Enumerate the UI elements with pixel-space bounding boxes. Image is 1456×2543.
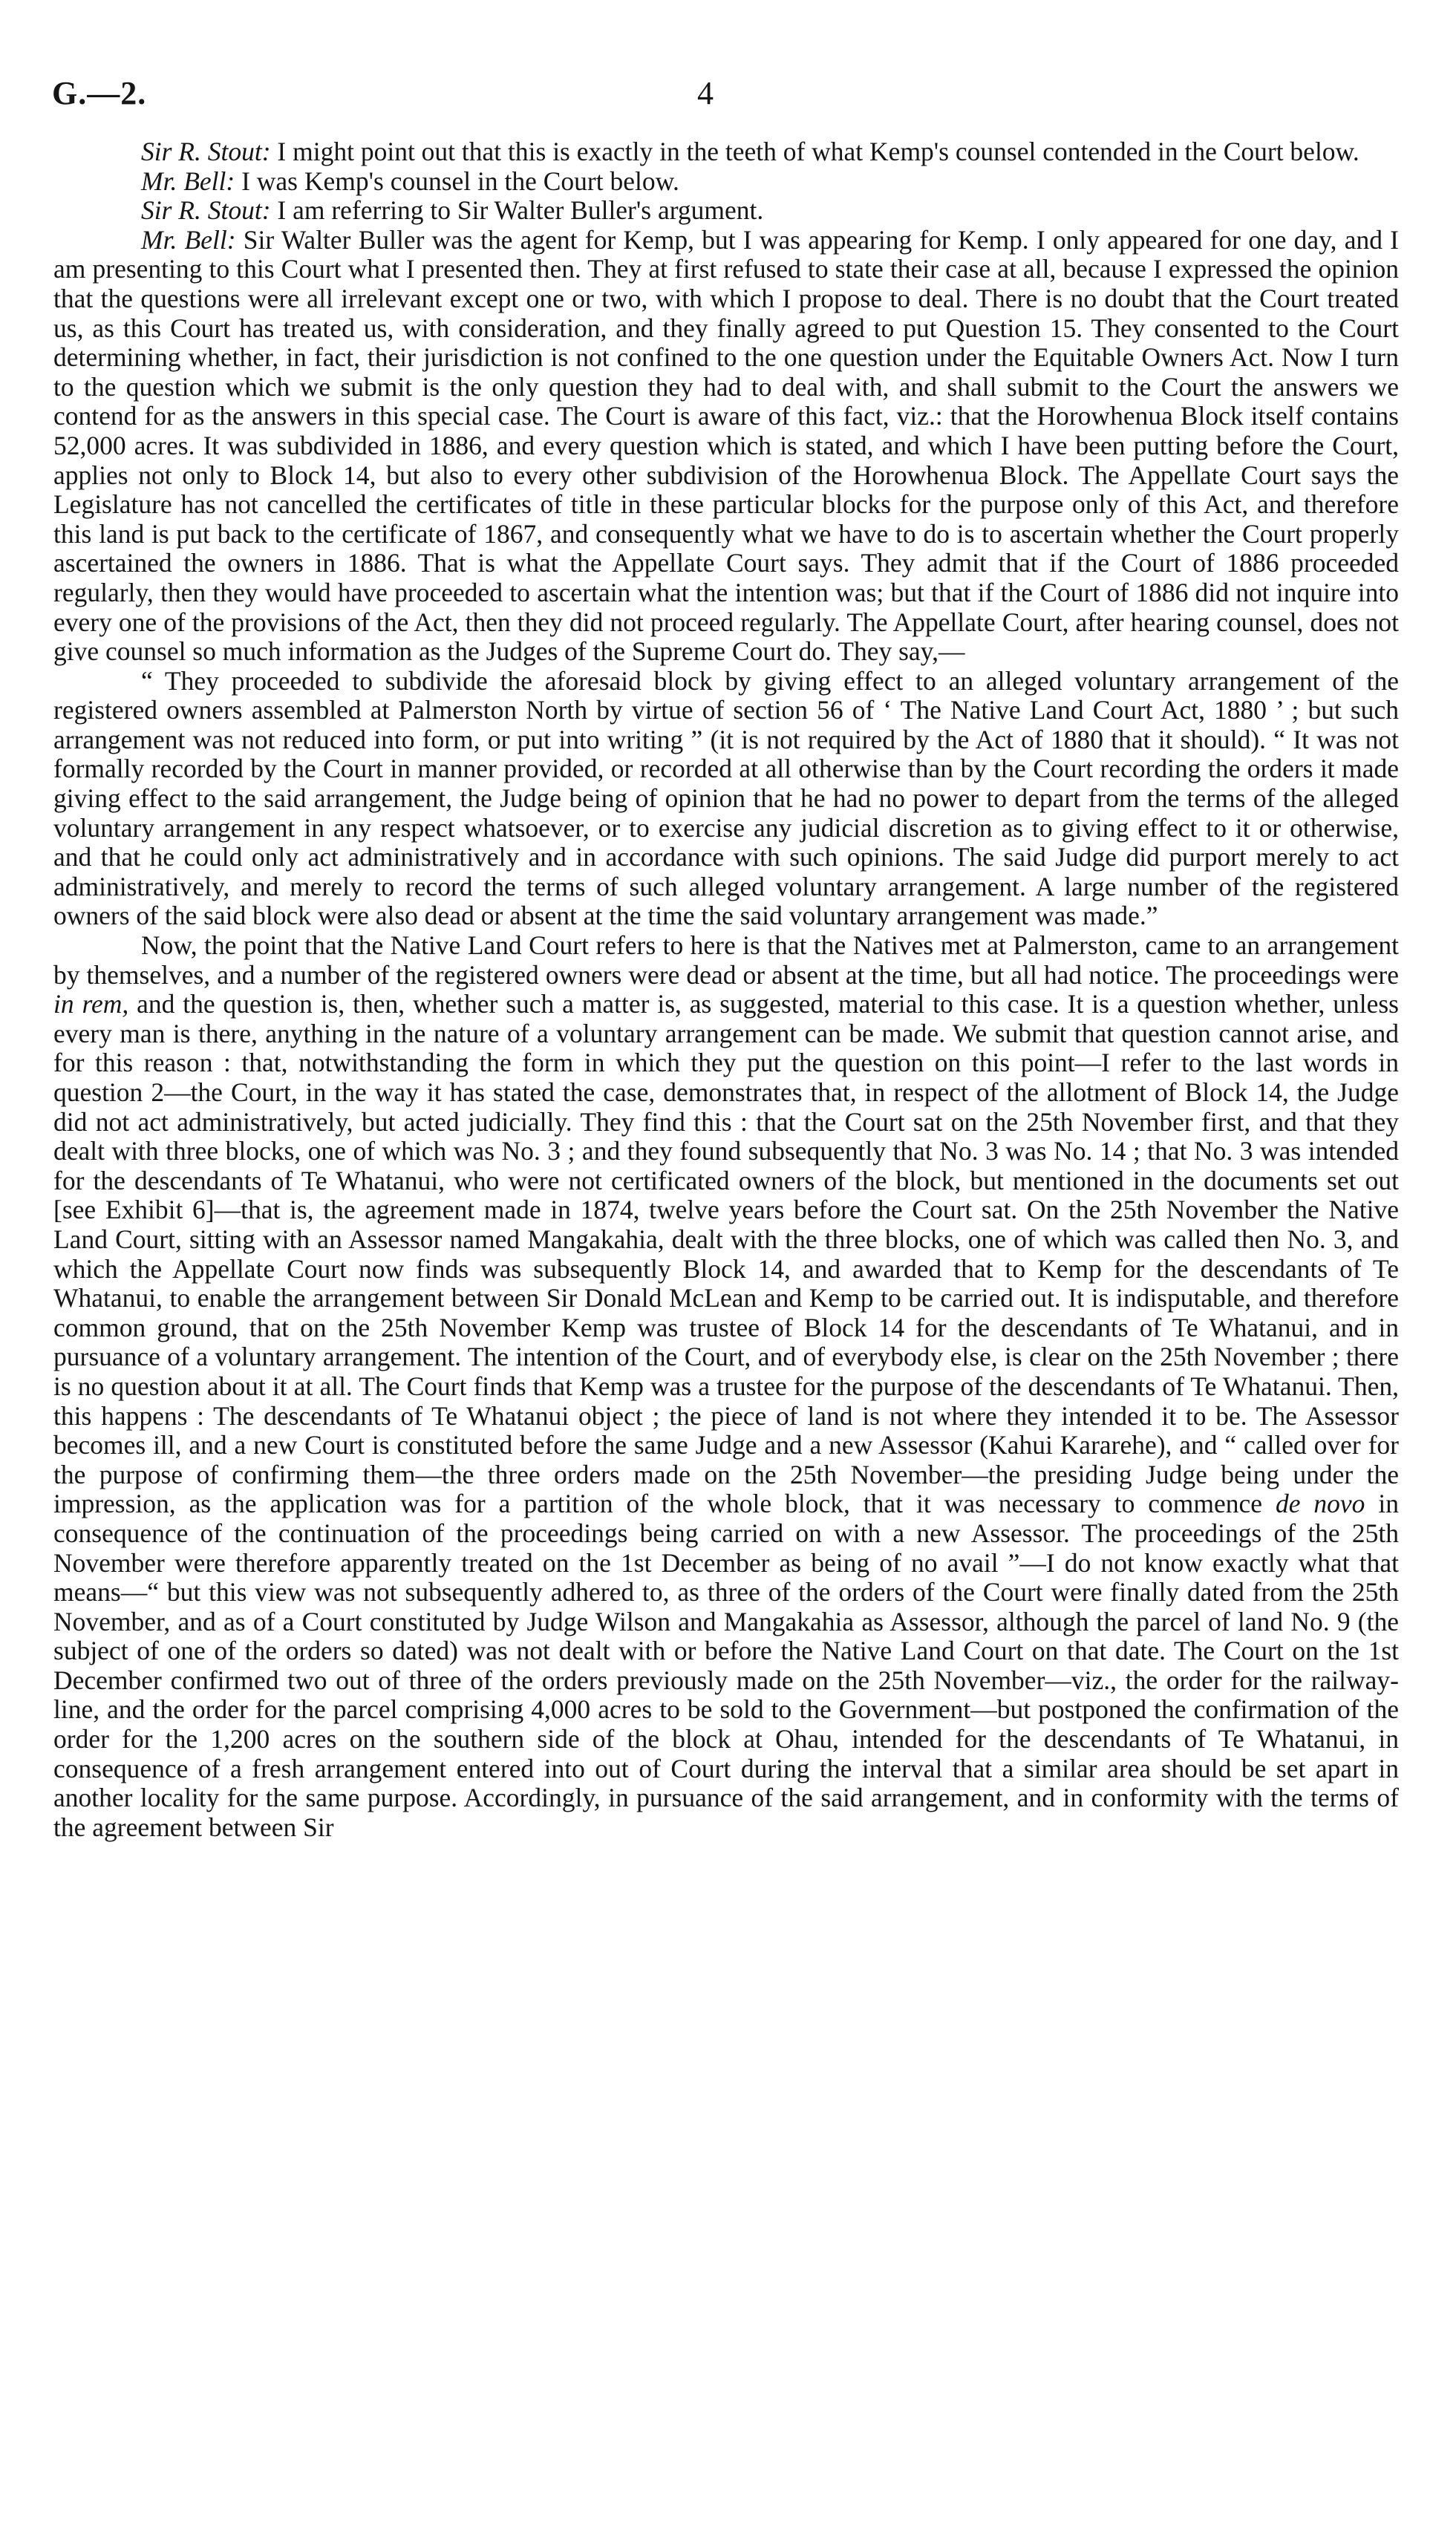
document-reference: G.—2. — [52, 75, 147, 111]
latin-phrase: de novo — [1275, 1489, 1365, 1519]
paragraph — [53, 196, 1399, 226]
paragraph-text: I might point out that this is exactly in the teeth of what Kemp's counsel contended in the Court below. — [270, 137, 1359, 166]
paragraph — [53, 931, 1399, 1842]
paragraph — [53, 167, 1399, 197]
speaker-name: Sir R. Stout: — [141, 137, 271, 166]
paragraph-text: in consequence of the continuation of the proceedings being carried on with a new Assessor. The proceedings of the 25th November were therefore apparently treated on the 1st December as being of no avail ”—I do not know exactly what that means—“ but this view was not subsequently adhered to, as three of the orders of the Court were finally dated from the 25th November, and as of a Court constituted by Judge Wilson and Mangakahia as Assessor, although the parcel of land No. 9 (the subject of one of the orders so dated) was not dealt with or before the Native Land Court on that date. The Court on the 1st December confirmed two out of three of the orders previously made on the 25th November—viz., the order for the railway-line, and the order for the parcel comprising 4,000 acres to be sold to the Government—but postponed the confirmation of the order for the 1,200 acres on the southern side of the block at Ohau, intended for the descendants of Te Whatanui, in consequence of a fresh arrangement entered into out of Court during the interval that a similar area should be set apart in another locality for the same purpose. Accordingly, in pursuance of the said arrangement, and in conformity with the terms of the agreement between Sir — [53, 1489, 1399, 1842]
paragraph-text: and the question is, then, whether such a matter is, as suggested, material to this case. It is a question whether, unless every man is there, anything in the nature of a voluntary arrangement can be made. We submit that question cannot arise, and for this reason : that, notwithstanding the form in which they put the question on this point—I refer to the last words in question 2—the Court, in the way it has stated the case, demonstrates that, in respect of the allotment of Block 14, the Judge did not act administratively, but acted judicially. They find this : that the Court sat on the 25th November first, and that they dealt with three blocks, one of which was No. 3 ; and they found subsequently that No. 3 was No. 14 ; that No. 3 was intended for the descendants of Te Whatanui, who were not certificated owners of the block, but mentioned in the documents set out [see Exhibit 6]—that is, the agreement made in 1874, twelve years before the Court sat. On the 25th November the Native Land Court, sitting with an Assessor named Mangakahia, dealt with the three blocks, one of which was called then No. 3, and which the Appellate Court now finds was subsequently Block 14, and awarded that to Kemp for the descendants of Te Whatanui, to enable the arrangement between Sir Donald McLean and Kemp to be carried out. It is indisputable, and therefore common ground, that on the 25th November Kemp was trustee of Block 14 for the descendants of Te Whatanui, and in pursuance of a voluntary arrangement. The intention of the Court, and of everybody else, is clear on the 25th November ; there is no question about it at all. The Court finds that Kemp was a trustee for the purpose of the descendants of Te Whatanui. Then, this happens : The descendants of Te Whatanui object ; the piece of land is not where they intended it to be. The Assessor becomes ill, and a new Court is constituted before the same Judge and a new Assessor (Kahui Kararehe), and “ called over for the purpose of confirming them—the three orders made on the 25th November—the presiding Judge being under the impression, as the application was for a partition of the whole block, that it was necessary to commence — [53, 989, 1399, 1519]
paragraph — [53, 137, 1399, 167]
paragraph-text: Now, the point that the Native Land Court refers to here is that the Natives met at Palmerston, came to an arrangement by themselves, and a number of the registered owners were dead or absent at the time, but all had notice. The proceedings were — [53, 930, 1399, 990]
paragraph-text: “ They proceeded to subdivide the aforesaid block by giving effect to an alleged voluntary arrangement of the registered owners assembled at Palmerston North by virtue of section 56 of ‘ The Native Land Court Act, 1880 ’ ; but such arrangement was not reduced into form, or put into writing ” (it is not required by the Act of 1880 that it should). “ It was not formally recorded by the Court in manner provided, or recorded at all otherwise than by the Court recording the orders it made giving effect to the said arrangement, the Judge being of opinion that he had no power to depart from the terms of the alleged voluntary arrangement in any respect whatsoever, or to exercise any judicial discretion as to giving effect to it or otherwise, and that he could only act administratively and in accordance with such opinions. The said Judge did purport merely to act administratively, and merely to record the terms of such alleged voluntary arrangement. A large number of the registered owners of the said block were also dead or absent at the time the said voluntary arrangement was made.” — [53, 665, 1399, 931]
body-text — [53, 137, 1399, 1842]
page-header — [52, 74, 1400, 119]
speaker-name: Mr. Bell: — [141, 224, 236, 255]
quoted-paragraph — [53, 667, 1399, 931]
page-number: 4 — [697, 75, 714, 111]
speaker-name: Mr. Bell: — [141, 166, 235, 196]
paragraph-text: I was Kemp's counsel in the Court below. — [235, 166, 679, 196]
latin-phrase: in rem, — [53, 989, 129, 1019]
paragraph-text: I am referring to Sir Walter Buller's argument. — [270, 195, 764, 226]
speaker-name: Sir R. Stout: — [141, 195, 271, 226]
paragraph — [53, 226, 1399, 667]
paragraph-text: Sir Walter Buller was the agent for Kemp, but I was appearing for Kemp. I only appeared for one day, and I am presenting to this Court what I presented then. They at first refused to state their case at all, because I expressed the opinion that the questions were all irrelevant except one or two, with which I propose to deal. There is no doubt that the Court treated us, as this Court has treated us, with consideration, and they finally agreed to put Question 15. They consented to the Court determining whether, in fact, their jurisdiction is not confined to the one question under the Equitable Owners Act. Now I turn to the question which we submit is the only question they had to deal with, and shall submit to the Court the answers we contend for as the answers in this special case. The Court is aware of this fact, viz.: that the Horowhenua Block itself contains 52,000 acres. It was subdivided in 1886, and every question which is stated, and which I have been putting before the Court, applies not only to Block 14, but also to every other subdivision of the Horowhenua Block. The Appellate Court says the Legislature has not cancelled the certificates of title in these particular blocks for the purpose only of this Act, and therefore this land is put back to the certificate of 1867, and consequently what we have to do is to ascertain whether the Court properly ascertained the owners in 1886. That is what the Appellate Court says. They admit that if the Court of 1886 proceeded regularly, then they would have proceeded to ascertain what the intention was; but that if the Court of 1886 did not inquire into every one of the provisions of the Act, then they did not proceed regularly. The Appellate Court, after hearing counsel, does not give counsel so much information as the Judges of the Supreme Court do. They say,— — [53, 224, 1399, 667]
